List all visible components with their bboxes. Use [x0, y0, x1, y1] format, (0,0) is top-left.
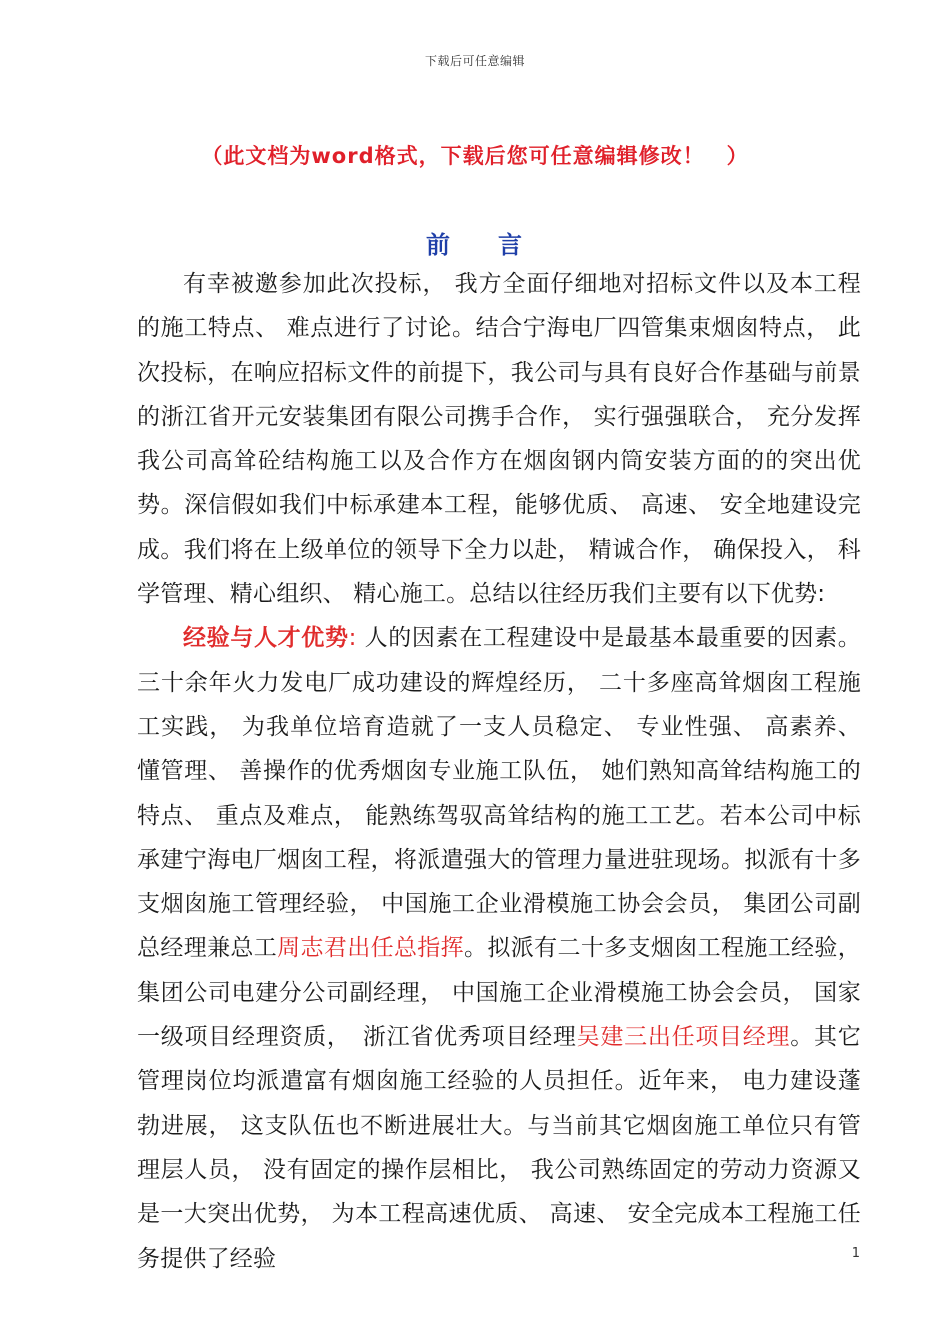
experience-text-a: 人的因素在工程建设中是最基本最重要的因素。三十余年火力发电厂成功建设的辉煌经历， 二十多座高耸烟囱工程施工实践， 为我单位培育造就了一支人员稳定、 专业性强、 高素养、 懂管理、 善操作的优秀烟囱专业施工队伍， 她们熟知高耸结构施工的特点、 重点及难点， 能熟练驾驭高耸结构的施工工艺。若本公司中标承建宁海电厂烟囱工程，将派遣强大的管理力量进驻现场。拟派有十多支烟囱施工管理经验， 中国施工企业滑模施工协会会员， 集团公司副总经理兼总工 — [137, 625, 861, 962]
document-body — [137, 262, 861, 1281]
experience-heading-colon: : — [348, 625, 365, 652]
title-part-2: 言 — [498, 231, 524, 259]
highlight-project-manager: 吴建三出任项目经理 — [576, 1024, 791, 1051]
title-part-1: 前 — [426, 231, 452, 259]
page-number: 1 — [851, 1246, 860, 1261]
page-title — [0, 225, 950, 260]
experience-heading: 经验与人才优势 — [183, 625, 349, 652]
format-notice: （此文档为word格式，下载后您可任意编辑修改！ ） — [201, 144, 749, 168]
paragraph-intro: 有幸被邀参加此次投标， 我方全面仔细地对招标文件以及本工程的施工特点、 难点进行了讨论。结合宁海电厂四管集束烟囱特点， 此次投标，在响应招标文件的前提下，我公司与具有良好合作基础与前景的浙江省开元安装集团有限公司携手合作， 实行强强联合， 充分发挥我公司高耸砼结构施工以及合作方在烟囱钢内筒安装方面的的突出优势。深信假如我们中标承建本工程，能够优质、 高速、 安全地建设完成。我们将在上级单位的领导下全力以赴， 精诚合作， 确保投入， 科学管理、精心组织、 精心施工。总结以往经历我们主要有以下优势: — [137, 271, 861, 608]
paragraph-experience — [137, 616, 861, 1280]
page-header: 下载后可任意编辑 — [424, 54, 525, 68]
experience-text-c: 。其它管理岗位均派遣富有烟囱施工经验的人员担任。近年来， 电力建设蓬勃进展， 这支队伍也不断进展壮大。与当前其它烟囱施工单位只有管理层人员， 没有固定的操作层相比， 我公司熟练固定的劳动力资源又是一大突出优势， 为本工程高速优质、 高速、 安全完成本工程施工任务提供了经验 — [137, 1024, 861, 1272]
highlight-commander: 周志君出任总指挥 — [277, 935, 465, 962]
experience-text-b: 。拟派有二十多支烟囱工程施工经验， 集团公司电建分公司副经理， 中国施工企业滑模施工协会会员， 国家一级项目经理资质， 浙江省优秀项目经理 — [137, 935, 861, 1051]
